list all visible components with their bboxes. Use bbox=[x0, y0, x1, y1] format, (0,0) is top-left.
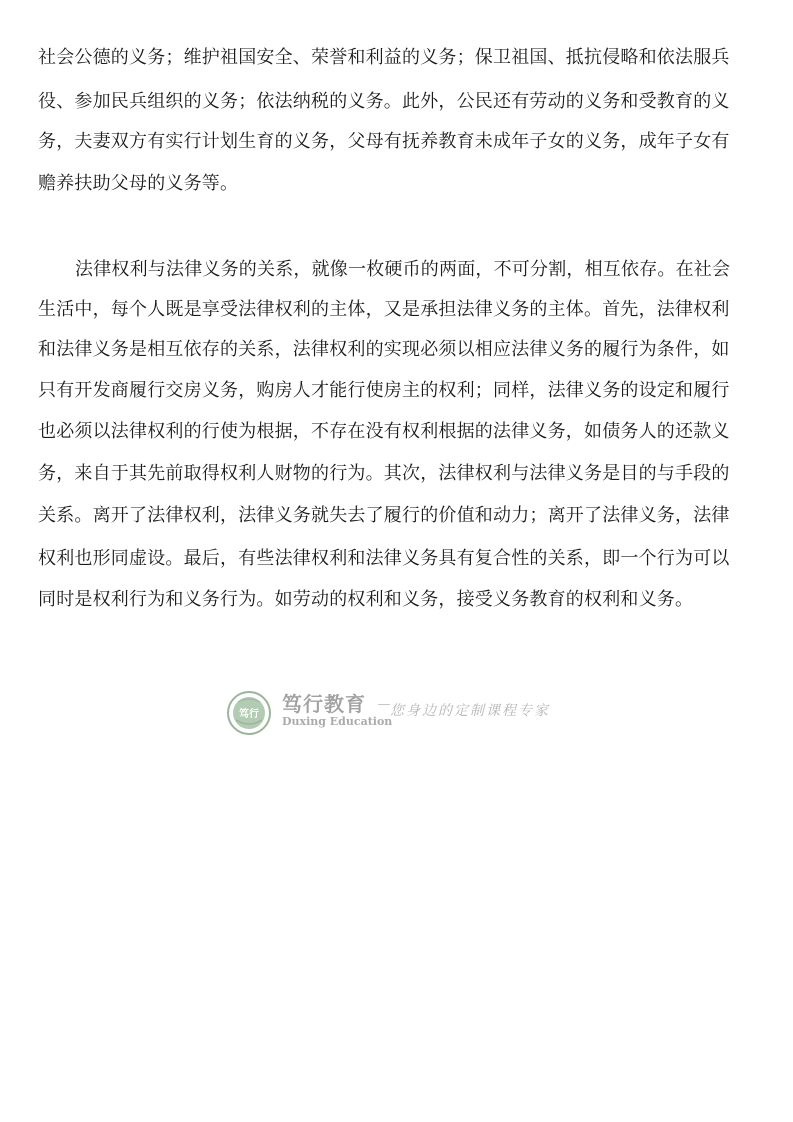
logo-seal-text: 笃行 bbox=[239, 709, 259, 720]
paragraph-line: 法律权利与法律义务的关系，就像一枚硬币的两面，不可分割，相互依存。在社会 bbox=[75, 259, 731, 280]
paragraph-line: 役、参加民兵组织的义务；依法纳税的义务。此外，公民还有劳动的义务和受教育的义 bbox=[38, 91, 730, 112]
paragraph-line: 同时是权利行为和义务行为。如劳动的权利和义务，接受义务教育的权利和义务。 bbox=[38, 589, 694, 610]
paragraph-line: 务，来自于其先前取得权利人财物的行为。其次，法律权利与法律义务是目的与手段的 bbox=[38, 463, 730, 484]
duxing-watermark bbox=[226, 686, 586, 736]
brand-name-en: Duxing Education bbox=[282, 715, 393, 728]
paragraph-line: 也必须以法律权利的行使为根据，不存在没有权利根据的法律义务，如债务人的还款义 bbox=[38, 421, 730, 442]
paragraph-line: 务，夫妻双方有实行计划生育的义务，父母有抚养教育未成年子女的义务，成年子女有 bbox=[38, 131, 730, 152]
brand-slogan: 您身边的定制课程专家 bbox=[390, 703, 550, 719]
paragraph-line: 赡养扶助父母的义务等。 bbox=[38, 173, 239, 194]
paragraph-line: 只有开发商履行交房义务，购房人才能行使房主的权利；同样，法律义务的设定和履行 bbox=[38, 380, 730, 401]
duxing-logo-seal-icon bbox=[226, 690, 272, 736]
brand-name-cn: 笃行教育 bbox=[282, 692, 366, 716]
paragraph-line: 权利也形同虚设。最后，有些法律权利和法律义务具有复合性的关系，即一个行为可以 bbox=[38, 548, 730, 569]
paragraph-line: 和法律义务是相互依存的关系，法律权利的实现必须以相应法律义务的履行为条件，如 bbox=[38, 339, 730, 360]
paragraph-line: 生活中，每个人既是享受法律权利的主体，又是承担法律义务的主体。首先，法律权利 bbox=[38, 299, 730, 320]
paragraph-line: 关系。离开了法律权利，法律义务就失去了履行的价值和动力；离开了法律义务，法律 bbox=[38, 505, 730, 526]
paragraph-line: 社会公德的义务；维护祖国安全、荣誉和利益的义务；保卫祖国、抵抗侵略和依法服兵 bbox=[38, 47, 730, 68]
slogan-divider bbox=[378, 704, 390, 705]
